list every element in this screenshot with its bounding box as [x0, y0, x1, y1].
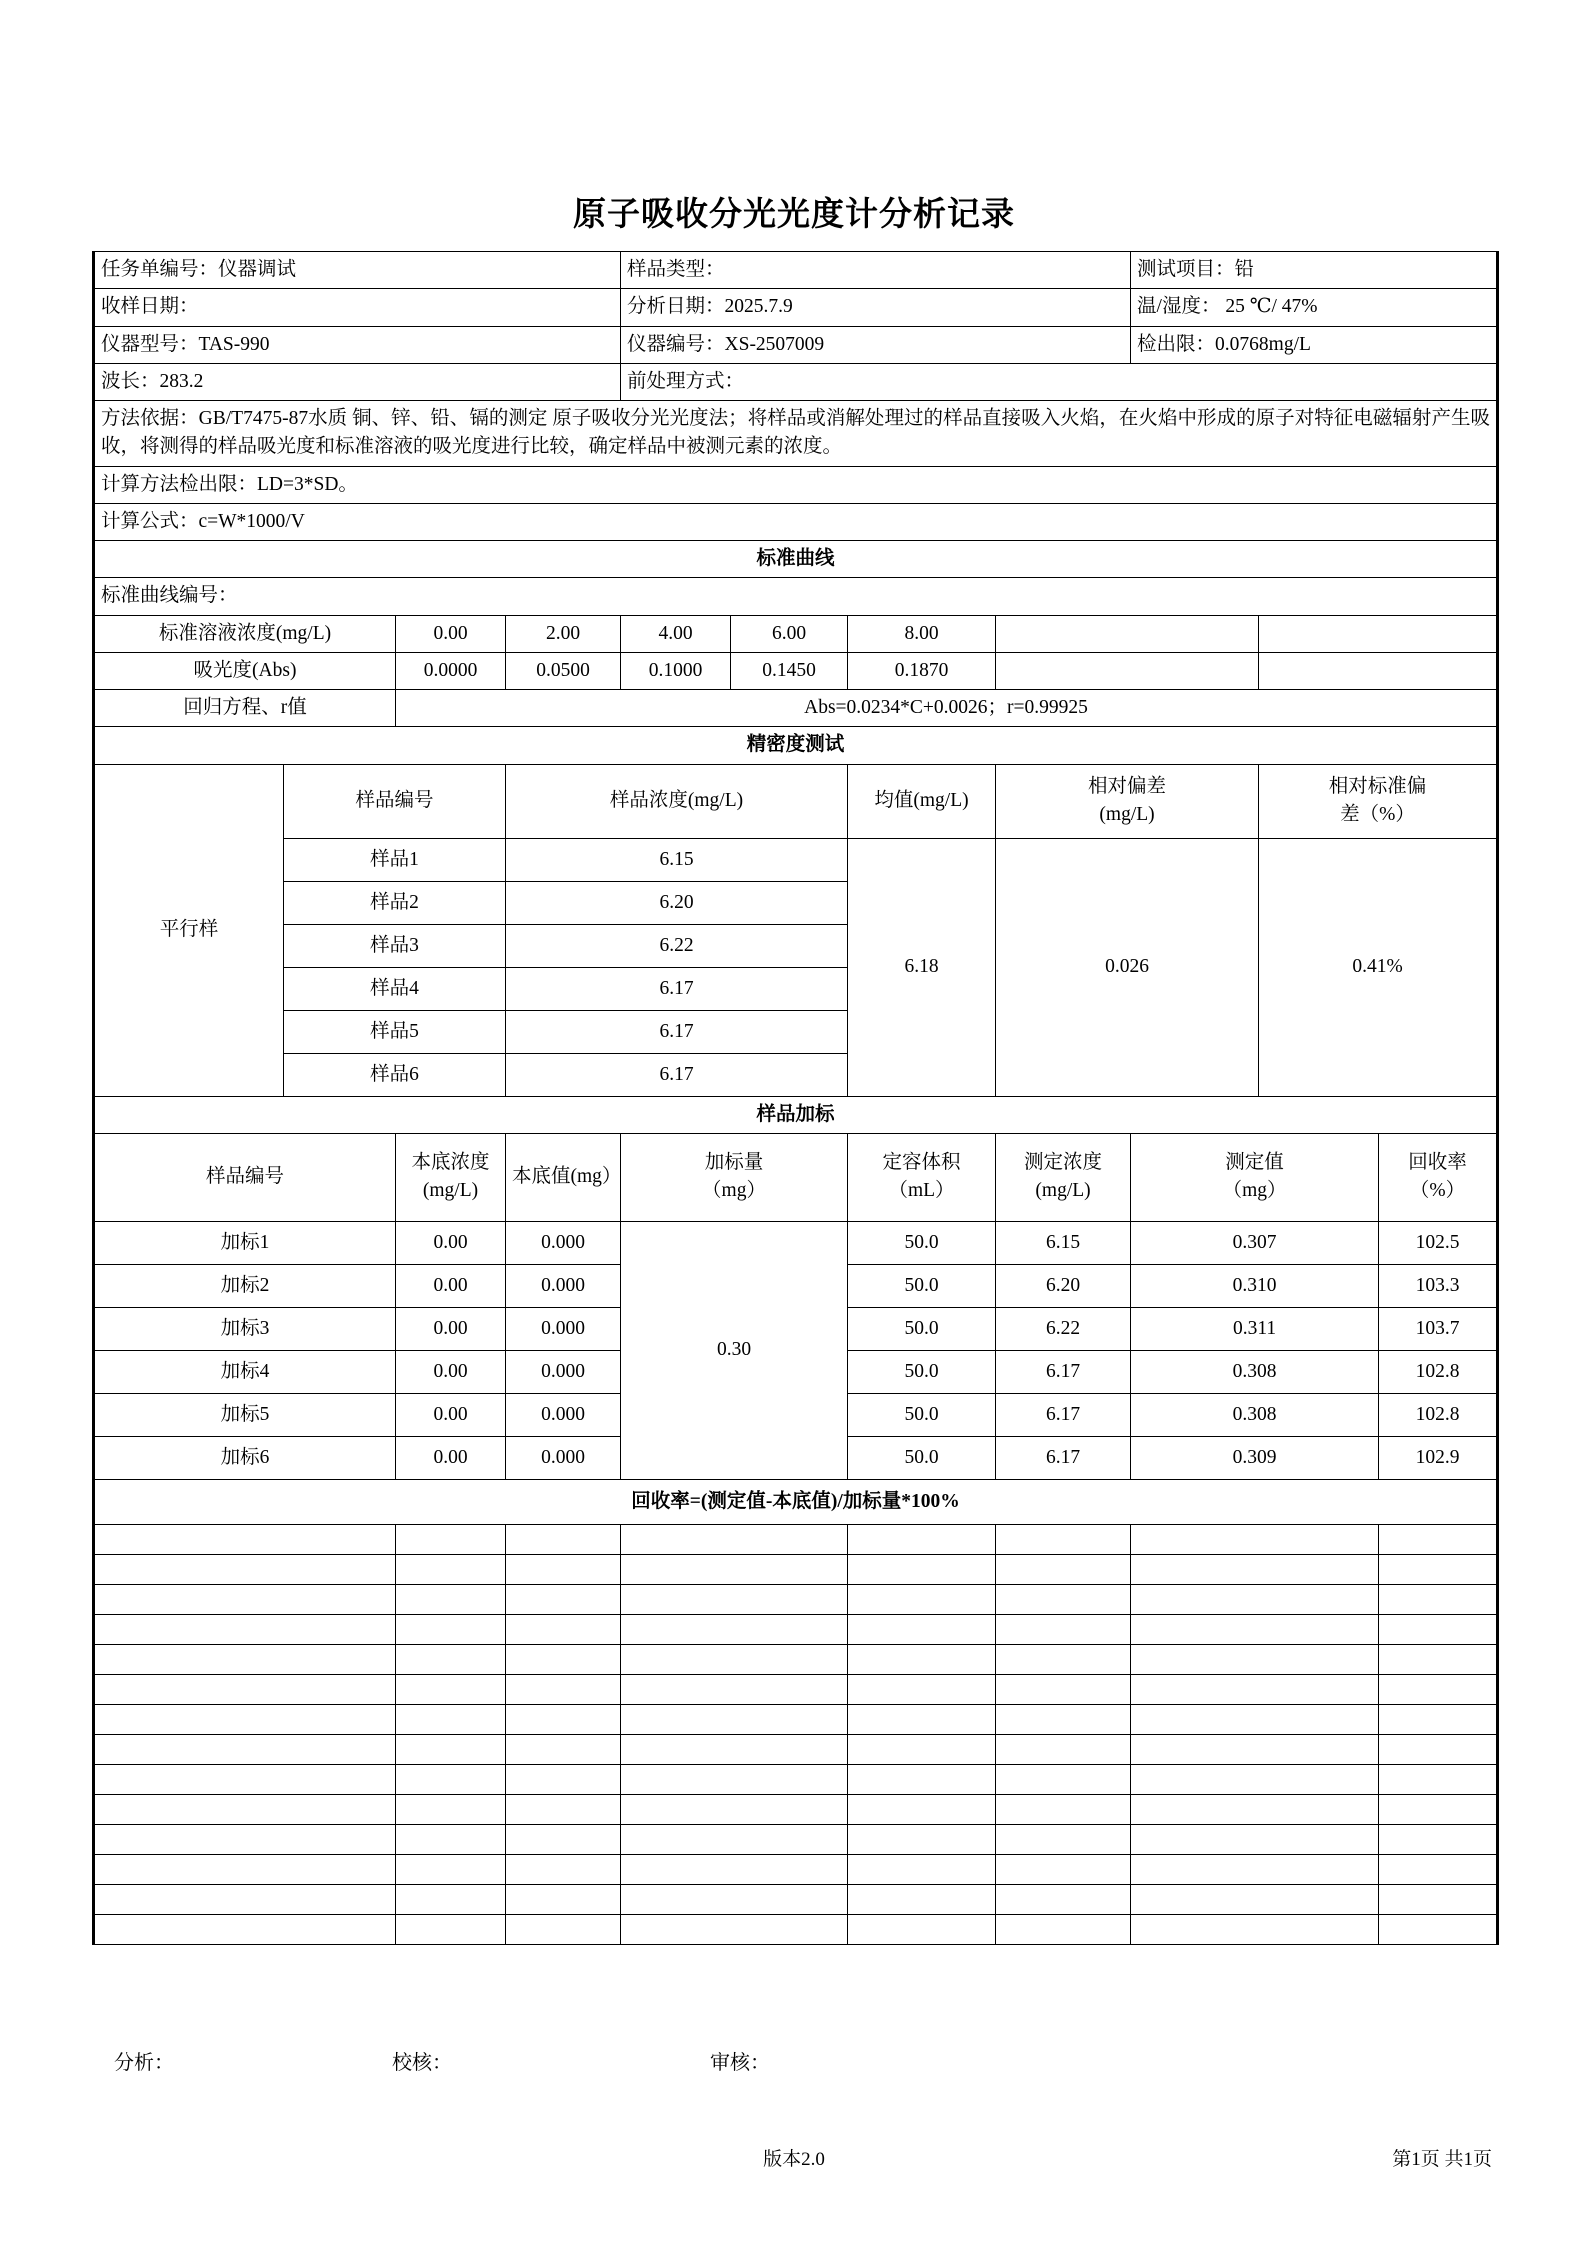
blank-cell [396, 1854, 506, 1884]
blank-cell [396, 1704, 506, 1734]
blank-row [94, 1704, 1498, 1734]
blank-cell [848, 1764, 996, 1794]
standard-abs-cell-1: 0.0500 [506, 652, 621, 689]
blank-cell [506, 1614, 621, 1644]
standard-curve-no-row [94, 578, 1498, 615]
blank-cell [1379, 1704, 1498, 1734]
spike-header-meas-conc [996, 1133, 1131, 1221]
blank-cell [621, 1854, 848, 1884]
blank-cell [848, 1524, 996, 1554]
spike-volume-3: 50.0 [848, 1307, 996, 1350]
regression-label: 回归方程、r值 [94, 690, 396, 727]
blank-cell [396, 1674, 506, 1704]
meas-conc-line2: (mg/L) [1035, 1180, 1091, 1202]
instrument-model-field: 仪器型号：TAS-990 [94, 326, 621, 363]
spike-bg-value-2: 0.000 [506, 1264, 621, 1307]
blank-cell [506, 1674, 621, 1704]
precision-header-rsd [1259, 764, 1498, 838]
meas-conc-line1: 测定浓度 [1024, 1152, 1103, 1174]
spike-volume-5: 50.0 [848, 1393, 996, 1436]
blank-cell [848, 1704, 996, 1734]
precision-title: 精密度测试 [94, 727, 1498, 764]
blank-cell [506, 1644, 621, 1674]
method-detection-limit-row [94, 466, 1498, 503]
precision-sample-6: 样品6 [284, 1053, 506, 1096]
spike-meas-conc-4: 6.17 [996, 1350, 1131, 1393]
blank-cell [848, 1644, 996, 1674]
standard-abs-cell-5 [996, 652, 1259, 689]
recovery-line2: （%） [1409, 1180, 1466, 1202]
blank-cell [1379, 1824, 1498, 1854]
blank-cell [1131, 1614, 1379, 1644]
spike-meas-value-5: 0.308 [1131, 1393, 1379, 1436]
blank-cell [996, 1734, 1131, 1764]
rsd-line2: 差（%） [1340, 804, 1415, 826]
blank-cell [1379, 1674, 1498, 1704]
spike-header-bg-conc [396, 1133, 506, 1221]
blank-row [94, 1794, 1498, 1824]
spike-title: 样品加标 [94, 1096, 1498, 1133]
spike-meas-value-1: 0.307 [1131, 1221, 1379, 1264]
recovery-formula-row [94, 1479, 1498, 1524]
blank-cell [848, 1614, 996, 1644]
blank-cell [94, 1584, 396, 1614]
blank-cell [506, 1884, 621, 1914]
blank-cell [996, 1674, 1131, 1704]
blank-cell [621, 1764, 848, 1794]
sample-type-field: 样品类型： [621, 252, 1131, 289]
standard-conc-cell-2: 4.00 [621, 615, 731, 652]
blank-row [94, 1674, 1498, 1704]
spike-bg-conc-5: 0.00 [396, 1393, 506, 1436]
spike-bg-conc-4: 0.00 [396, 1350, 506, 1393]
info-row-wavelength [94, 363, 1498, 400]
blank-cell [1379, 1764, 1498, 1794]
blank-cell [996, 1704, 1131, 1734]
blank-cell [1131, 1584, 1379, 1614]
bg-conc-line2: (mg/L) [422, 1180, 479, 1202]
blank-cell [996, 1554, 1131, 1584]
regression-row [94, 690, 1498, 727]
blank-row [94, 1824, 1498, 1854]
blank-cell [506, 1554, 621, 1584]
blank-cell [94, 1614, 396, 1644]
analysis-date-field: 分析日期：2025.7.9 [621, 289, 1131, 326]
spike-bg-value-4: 0.000 [506, 1350, 621, 1393]
blank-cell [94, 1734, 396, 1764]
blank-cell [1131, 1764, 1379, 1794]
blank-cell [621, 1794, 848, 1824]
standard-abs-row [94, 652, 1498, 689]
spike-amount-line2: （mg） [702, 1180, 766, 1202]
blank-cell [94, 1854, 396, 1884]
blank-cell [1379, 1854, 1498, 1884]
standard-abs-cell-3: 0.1450 [731, 652, 848, 689]
blank-cell [506, 1794, 621, 1824]
blank-cell [621, 1734, 848, 1764]
spike-meas-conc-6: 6.17 [996, 1436, 1131, 1479]
pretreatment-field: 前处理方式： [621, 363, 1498, 400]
spike-meas-conc-2: 6.20 [996, 1264, 1131, 1307]
blank-cell [94, 1524, 396, 1554]
blank-cell [1131, 1704, 1379, 1734]
blank-cell [848, 1794, 996, 1824]
blank-cell [621, 1524, 848, 1554]
blank-cell [94, 1644, 396, 1674]
page-title: 原子吸收分光光度计分析记录 [573, 197, 1015, 233]
precision-conc-2: 6.20 [506, 881, 848, 924]
blank-cell [621, 1704, 848, 1734]
method-basis-text: 方法依据：GB/T7475-87水质 铜、锌、铅、镉的测定 原子吸收分光光度法；将样品或消解处理过的样品直接吸入火焰，在火焰中形成的原子对特征电磁辐射产生吸收，将测得的样品吸光度和标准溶液的吸光度进行比较，确定样品中被测元素的浓度。 [94, 401, 1498, 467]
precision-conc-3: 6.22 [506, 924, 848, 967]
spike-recovery-3: 103.7 [1379, 1307, 1498, 1350]
spike-volume-2: 50.0 [848, 1264, 996, 1307]
spike-amount-line1: 加标量 [704, 1152, 764, 1174]
blank-cell [506, 1584, 621, 1614]
spike-sample-1: 加标1 [94, 1221, 396, 1264]
volume-line2: （mL） [888, 1180, 955, 1202]
spike-header-volume [848, 1133, 996, 1221]
precision-header-row [94, 764, 1498, 838]
precision-sample-1: 样品1 [284, 838, 506, 881]
info-row-dates [94, 289, 1498, 326]
blank-cell [996, 1824, 1131, 1854]
recovery-formula-text: 回收率=(测定值-本底值)/加标量*100% [94, 1479, 1498, 1524]
precision-header-rel-deviation [996, 764, 1259, 838]
blank-cell [396, 1614, 506, 1644]
blank-cell [996, 1524, 1131, 1554]
meas-value-line1: 测定值 [1225, 1152, 1284, 1174]
blank-cell [996, 1764, 1131, 1794]
precision-header-sample-conc: 样品浓度(mg/L) [506, 764, 848, 838]
spike-section-header [94, 1096, 1498, 1133]
blank-cell [621, 1614, 848, 1644]
meas-value-line2: （mg） [1222, 1180, 1287, 1202]
blank-row [94, 1734, 1498, 1764]
precision-rel-deviation-value: 0.026 [996, 838, 1259, 1096]
blank-cell [396, 1794, 506, 1824]
blank-cell [621, 1644, 848, 1674]
spike-meas-value-4: 0.308 [1131, 1350, 1379, 1393]
blank-cell [621, 1914, 848, 1944]
blank-cell [848, 1734, 996, 1764]
blank-cell [94, 1794, 396, 1824]
precision-conc-4: 6.17 [506, 967, 848, 1010]
spike-recovery-2: 103.3 [1379, 1264, 1498, 1307]
spike-bg-conc-6: 0.00 [396, 1436, 506, 1479]
spike-header-bg-value: 本底值(mg） [506, 1133, 621, 1221]
standard-abs-label: 吸光度(Abs) [94, 652, 396, 689]
blank-cell [621, 1554, 848, 1584]
standard-abs-cell-0: 0.0000 [396, 652, 506, 689]
standard-abs-cell-2: 0.1000 [621, 652, 731, 689]
method-detection-limit-text: 计算方法检出限：LD=3*SD。 [94, 466, 1498, 503]
standard-curve-title: 标准曲线 [94, 541, 1498, 578]
blank-cell [94, 1554, 396, 1584]
blank-cell [996, 1854, 1131, 1884]
blank-cell [621, 1584, 848, 1614]
blank-cell [996, 1644, 1131, 1674]
test-item-field: 测试项目：铅 [1131, 252, 1498, 289]
blank-cell [1131, 1674, 1379, 1704]
blank-cell [1131, 1554, 1379, 1584]
spike-sample-6: 加标6 [94, 1436, 396, 1479]
spike-bg-conc-3: 0.00 [396, 1307, 506, 1350]
blank-cell [1379, 1734, 1498, 1764]
blank-cell [996, 1614, 1131, 1644]
blank-row [94, 1584, 1498, 1614]
spike-volume-6: 50.0 [848, 1436, 996, 1479]
blank-cell [621, 1824, 848, 1854]
blank-cell [1131, 1854, 1379, 1884]
rsd-line1: 相对标准偏 [1328, 775, 1427, 797]
blank-row [94, 1554, 1498, 1584]
blank-row [94, 1524, 1498, 1554]
standard-conc-cell-6 [1259, 615, 1498, 652]
blank-cell [1131, 1884, 1379, 1914]
blank-cell [396, 1764, 506, 1794]
spike-row-1 [94, 1221, 1498, 1264]
precision-sample-4: 样品4 [284, 967, 506, 1010]
blank-cell [396, 1884, 506, 1914]
spike-amount-value: 0.30 [621, 1221, 848, 1479]
blank-cell [396, 1644, 506, 1674]
spike-bg-value-6: 0.000 [506, 1436, 621, 1479]
blank-cell [94, 1704, 396, 1734]
blank-cell [94, 1764, 396, 1794]
rel-deviation-line2: (mg/L) [1099, 804, 1155, 826]
spike-bg-conc-1: 0.00 [396, 1221, 506, 1264]
blank-cell [94, 1884, 396, 1914]
precision-rsd-value: 0.41% [1259, 838, 1498, 1096]
blank-cell [506, 1854, 621, 1884]
blank-cell [506, 1734, 621, 1764]
spike-meas-conc-3: 6.22 [996, 1307, 1131, 1350]
blank-cell [506, 1914, 621, 1944]
precision-conc-1: 6.15 [506, 838, 848, 881]
standard-abs-cell-4: 0.1870 [848, 652, 996, 689]
analysis-record-table [92, 251, 1499, 1945]
blank-cell [396, 1584, 506, 1614]
spike-meas-value-2: 0.310 [1131, 1264, 1379, 1307]
spike-header-meas-value [1131, 1133, 1379, 1221]
spike-meas-value-6: 0.309 [1131, 1436, 1379, 1479]
volume-line1: 定容体积 [882, 1152, 961, 1174]
blank-cell [848, 1674, 996, 1704]
spike-bg-conc-2: 0.00 [396, 1264, 506, 1307]
blank-cell [1131, 1734, 1379, 1764]
standard-conc-cell-4: 8.00 [848, 615, 996, 652]
wavelength-field: 波长：283.2 [94, 363, 621, 400]
precision-conc-5: 6.17 [506, 1010, 848, 1053]
blank-cell [621, 1884, 848, 1914]
checker-signature-label: 校核： [392, 2052, 452, 2074]
receive-date-field: 收样日期： [94, 289, 621, 326]
blank-cell [1379, 1614, 1498, 1644]
blank-cell [848, 1824, 996, 1854]
blank-cell [1379, 1584, 1498, 1614]
standard-conc-row [94, 615, 1498, 652]
blank-cell [1379, 1914, 1498, 1944]
info-row-instrument [94, 326, 1498, 363]
analyst-signature-label: 分析： [114, 2052, 174, 2074]
spike-sample-3: 加标3 [94, 1307, 396, 1350]
blank-cell [848, 1584, 996, 1614]
reviewer-signature-label: 审核： [710, 2052, 770, 2074]
blank-cell [506, 1704, 621, 1734]
blank-cell [848, 1554, 996, 1584]
spike-recovery-6: 102.9 [1379, 1436, 1498, 1479]
spike-bg-value-5: 0.000 [506, 1393, 621, 1436]
precision-sample-5: 样品5 [284, 1010, 506, 1053]
spike-volume-4: 50.0 [848, 1350, 996, 1393]
page-number: 第1页 共1页 [1392, 2149, 1492, 2170]
blank-cell [396, 1524, 506, 1554]
method-basis-row [94, 401, 1498, 467]
blank-cell [1379, 1554, 1498, 1584]
instrument-no-field: 仪器编号：XS-2507009 [621, 326, 1131, 363]
standard-abs-cell-6 [1259, 652, 1498, 689]
calc-formula-row [94, 503, 1498, 540]
blank-row [94, 1884, 1498, 1914]
blank-row [94, 1764, 1498, 1794]
rel-deviation-line1: 相对偏差 [1088, 775, 1167, 797]
spike-bg-value-1: 0.000 [506, 1221, 621, 1264]
blank-row [94, 1644, 1498, 1674]
precision-row-1 [94, 838, 1498, 881]
recovery-line1: 回收率 [1408, 1152, 1467, 1174]
blank-cell [506, 1524, 621, 1554]
blank-cell [1379, 1644, 1498, 1674]
spike-sample-2: 加标2 [94, 1264, 396, 1307]
standard-conc-cell-0: 0.00 [396, 615, 506, 652]
precision-conc-6: 6.17 [506, 1053, 848, 1096]
blank-cell [1131, 1914, 1379, 1944]
spike-meas-value-3: 0.311 [1131, 1307, 1379, 1350]
precision-header-mean: 均值(mg/L) [848, 764, 996, 838]
document-version: 版本2.0 [763, 2149, 825, 2170]
task-no-field: 任务单编号：仪器调试 [94, 252, 621, 289]
blank-cell [396, 1824, 506, 1854]
blank-cell [996, 1914, 1131, 1944]
blank-row [94, 1854, 1498, 1884]
blank-cell [996, 1584, 1131, 1614]
temp-humidity-field: 温/湿度： 25 ℃/ 47% [1131, 289, 1498, 326]
regression-equation: Abs=0.0234*C+0.0026；r=0.99925 [396, 690, 1498, 727]
blank-row [94, 1914, 1498, 1944]
standard-conc-label: 标准溶液浓度(mg/L) [94, 615, 396, 652]
precision-section-header [94, 727, 1498, 764]
info-row-task [94, 252, 1498, 289]
precision-mean-value: 6.18 [848, 838, 996, 1096]
spike-header-spike-amount [621, 1133, 848, 1221]
precision-sample-3: 样品3 [284, 924, 506, 967]
blank-cell [94, 1674, 396, 1704]
blank-cell [996, 1884, 1131, 1914]
standard-conc-cell-3: 6.00 [731, 615, 848, 652]
blank-cell [1131, 1524, 1379, 1554]
blank-cell [506, 1764, 621, 1794]
spike-header-row [94, 1133, 1498, 1221]
blank-cell [996, 1794, 1131, 1824]
spike-recovery-4: 102.8 [1379, 1350, 1498, 1393]
blank-cell [848, 1884, 996, 1914]
blank-cell [396, 1914, 506, 1944]
standard-curve-no-field: 标准曲线编号： [94, 578, 1498, 615]
standard-conc-cell-5 [996, 615, 1259, 652]
blank-cell [396, 1554, 506, 1584]
blank-cell [1131, 1644, 1379, 1674]
precision-header-sample-no: 样品编号 [284, 764, 506, 838]
blank-cell [848, 1914, 996, 1944]
precision-group-label: 平行样 [94, 764, 284, 1096]
blank-cell [1379, 1884, 1498, 1914]
bg-conc-line1: 本底浓度 [411, 1152, 490, 1174]
spike-bg-value-3: 0.000 [506, 1307, 621, 1350]
blank-cell [94, 1914, 396, 1944]
spike-sample-4: 加标4 [94, 1350, 396, 1393]
blank-cell [94, 1824, 396, 1854]
blank-cell [1379, 1524, 1498, 1554]
calc-formula-text: 计算公式：c=W*1000/V [94, 503, 1498, 540]
standard-conc-cell-1: 2.00 [506, 615, 621, 652]
spike-volume-1: 50.0 [848, 1221, 996, 1264]
spike-recovery-1: 102.5 [1379, 1221, 1498, 1264]
detection-limit-field: 检出限：0.0768mg/L [1131, 326, 1498, 363]
blank-cell [506, 1824, 621, 1854]
blank-cell [848, 1854, 996, 1884]
spike-header-recovery [1379, 1133, 1498, 1221]
blank-cell [621, 1674, 848, 1704]
blank-cell [1131, 1824, 1379, 1854]
standard-curve-section-header [94, 541, 1498, 578]
blank-cell [1131, 1794, 1379, 1824]
spike-meas-conc-5: 6.17 [996, 1393, 1131, 1436]
blank-cell [1379, 1794, 1498, 1824]
spike-header-sample-no: 样品编号 [94, 1133, 396, 1221]
spike-meas-conc-1: 6.15 [996, 1221, 1131, 1264]
spike-sample-5: 加标5 [94, 1393, 396, 1436]
blank-cell [396, 1734, 506, 1764]
spike-recovery-5: 102.8 [1379, 1393, 1498, 1436]
precision-sample-2: 样品2 [284, 881, 506, 924]
blank-row [94, 1614, 1498, 1644]
